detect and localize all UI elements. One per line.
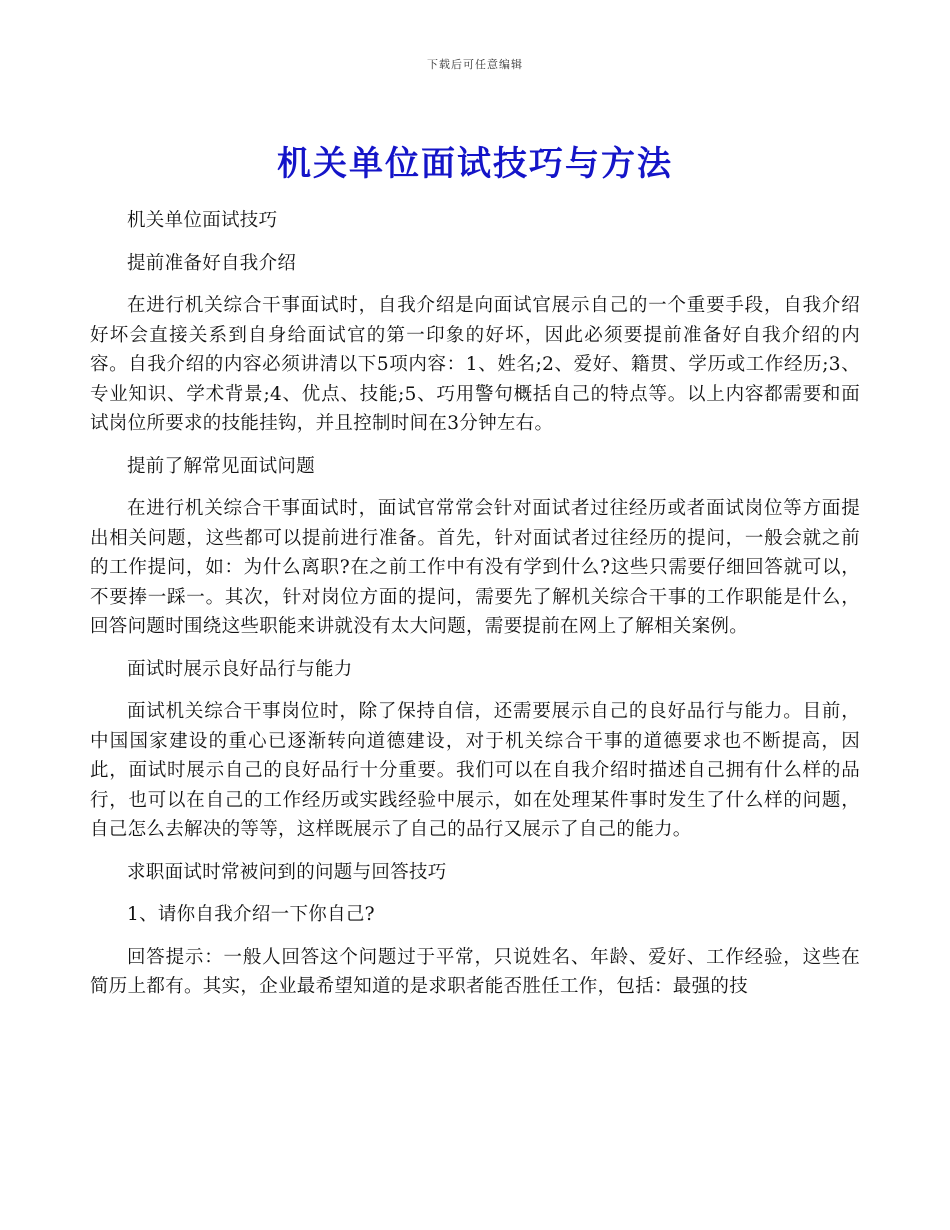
body-paragraph: 在进行机关综合干事面试时，面试官常常会针对面试者过往经历或者面试岗位等方面提出相关问题，这些都可以提前进行准备。首先，针对面试者过往经历的提问，一般会就之前的工作提问，如：为什么离职?在之前工作中有没有学到什么?这些只需要仔细回答就可以，不要捧一踩一。其次，针对岗位方面的提问，需要先了解机关综合干事的工作职能是什么，回答问题时围绕这些职能来讲就没有太大问题，需要提前在网上了解相关案例。: [90, 498, 860, 637]
body-paragraph: 面试机关综合干事岗位时，除了保持自信，还需要展示自己的良好品行与能力。目前，中国国家建设的重心已逐渐转向道德建设，对于机关综合干事的道德要求也不断提高，因此，面试时展示自己的良好品行十分重要。我们可以在自我介绍时描述自己拥有什么样的品行，也可以在自己的工作经历或实践经验中展示，如在处理某件事时发生了什么样的问题，自己怎么去解决的等等，这样既展示了自己的品行又展示了自己的能力。: [90, 701, 860, 840]
header-note: 下载后可任意编辑: [427, 58, 523, 71]
body-paragraph: 回答提示：一般人回答这个问题过于平常，只说姓名、年龄、爱好、工作经验，这些在简历上都有。其实，企业最希望知道的是求职者能否胜任工作，包括：最强的技: [90, 946, 860, 997]
body-paragraph: 在进行机关综合干事面试时，自我介绍是向面试官展示自己的一个重要手段，自我介绍好坏会直接关系到自身给面试官的第一印象的好坏，因此必须要提前准备好自我介绍的内容。自我介绍的内容必须讲清以下5项内容：1、姓名;2、爱好、籍贯、学历或工作经历;3、专业知识、学术背景;4、优点、技能;5、巧用警句概括自己的特点等。以上内容都需要和面试岗位所要求的技能挂钩，并且控制时间在3分钟左右。: [90, 295, 860, 434]
question-heading: 1、请你自我介绍一下你自己?: [127, 904, 375, 925]
section-heading: 提前准备好自我介绍: [127, 252, 297, 274]
section-heading: 求职面试时常被问到的问题与回答技巧: [127, 861, 447, 883]
section-heading: 面试时展示良好品行与能力: [127, 658, 353, 680]
document-body: [90, 206, 860, 1015]
document-title: 机关单位面试技巧与方法: [277, 144, 673, 184]
section-heading: 提前了解常见面试问题: [127, 455, 316, 477]
section-heading: 机关单位面试技巧: [127, 210, 278, 231]
